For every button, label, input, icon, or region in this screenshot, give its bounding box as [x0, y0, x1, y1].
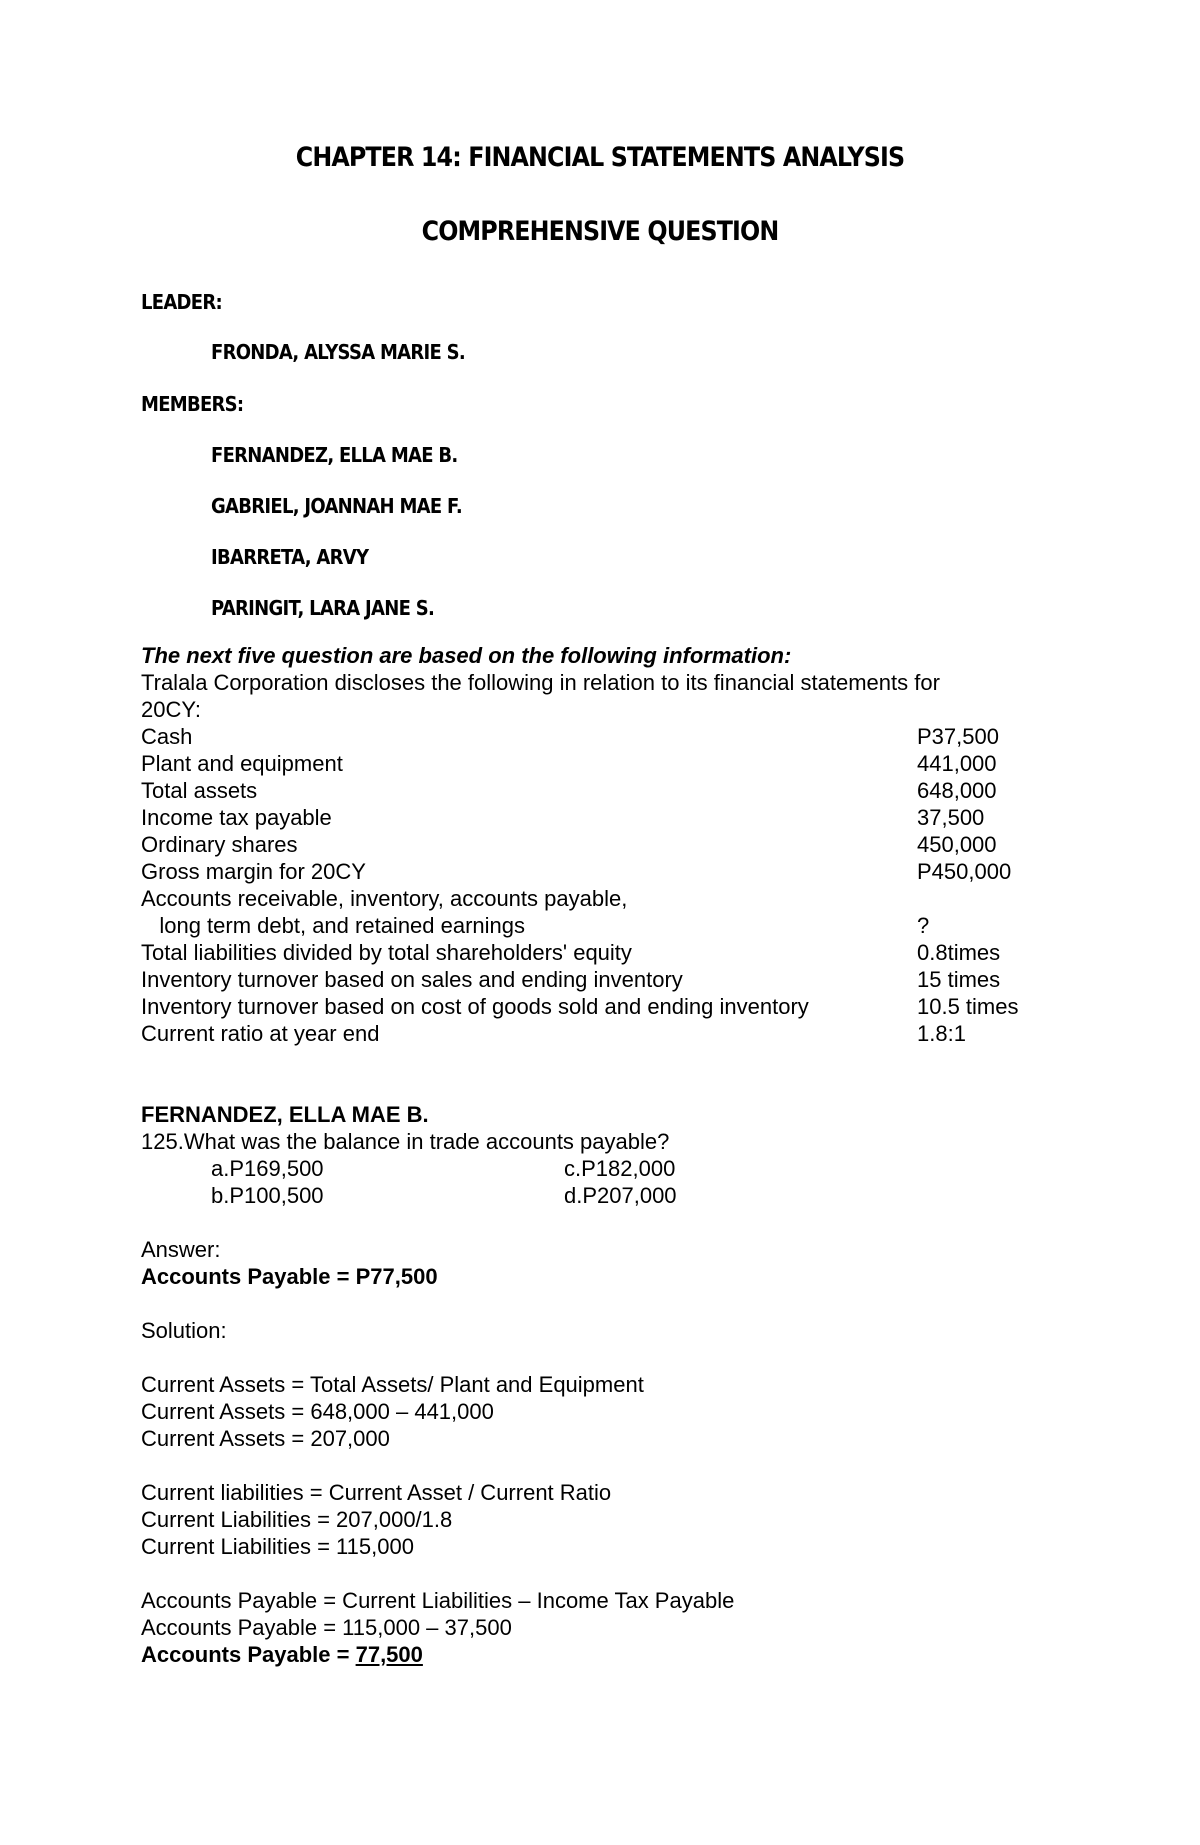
section-subtitle: COMPREHENSIVE QUESTION — [421, 216, 779, 247]
info-row-value: 450,000 — [917, 832, 997, 857]
info-row-value: ? — [917, 913, 930, 938]
question-text: 125.What was the balance in trade accounts payable? — [141, 1129, 670, 1154]
info-row-value: 648,000 — [917, 778, 997, 803]
info-row-label: Cash — [141, 724, 193, 749]
info-row-label: Total liabilities divided by total shareholders' equity — [141, 940, 632, 965]
final-answer-prefix: Accounts Payable = — [141, 1642, 356, 1667]
member-name: IBARRETA, ARVY — [211, 545, 369, 569]
member-name: GABRIEL, JOANNAH MAE F. — [211, 494, 463, 518]
info-row-label: Inventory turnover based on cost of goods sold and ending inventory — [141, 994, 809, 1019]
solution-line: Current Liabilities = 207,000/1.8 — [141, 1507, 453, 1532]
solution-line: Current liabilities = Current Asset / Current Ratio — [141, 1480, 612, 1505]
solution-line: Current Assets = 207,000 — [141, 1426, 390, 1451]
final-answer-value: 77,500 — [355, 1642, 423, 1667]
info-row-label: Total assets — [141, 778, 258, 803]
question-author: FERNANDEZ, ELLA MAE B. — [141, 1102, 429, 1127]
info-description: Tralala Corporation discloses the following in relation to its financial statements for — [141, 670, 940, 695]
final-answer — [141, 1641, 423, 1668]
choice-d: d.P207,000 — [564, 1183, 677, 1208]
info-row-value: 15 times — [917, 967, 1001, 992]
solution-line: Accounts Payable = Current Liabilities – Income Tax Payable — [141, 1588, 735, 1613]
info-row-value: 1.8:1 — [917, 1021, 966, 1046]
solution-line: Current Assets = 648,000 – 441,000 — [141, 1399, 494, 1424]
info-row-label: Ordinary shares — [141, 832, 298, 857]
info-row-value: 0.8times — [917, 940, 1001, 965]
answer-label: Answer: — [141, 1237, 221, 1262]
info-row-label: Gross margin for 20CY — [141, 859, 366, 884]
info-row-value: P37,500 — [917, 724, 999, 749]
info-intro: The next five question are based on the following information: — [141, 643, 792, 668]
chapter-title: CHAPTER 14: FINANCIAL STATEMENTS ANALYSIS — [295, 142, 905, 173]
choice-b: b.P100,500 — [211, 1183, 324, 1208]
info-row-value: 37,500 — [917, 805, 985, 830]
choice-a: a.P169,500 — [211, 1156, 324, 1181]
answer-value: Accounts Payable = P77,500 — [141, 1264, 438, 1289]
solution-label: Solution: — [141, 1318, 227, 1343]
members-label: MEMBERS: — [141, 392, 244, 416]
info-row-label: Income tax payable — [141, 805, 332, 830]
info-row-label: long term debt, and retained earnings — [141, 913, 526, 938]
solution-line: Accounts Payable = 115,000 – 37,500 — [141, 1615, 512, 1640]
info-row-label: Plant and equipment — [141, 751, 343, 776]
member-name: PARINGIT, LARA JANE S. — [211, 596, 435, 620]
choice-c: c.P182,000 — [564, 1156, 676, 1181]
leader-label: LEADER: — [141, 290, 222, 314]
info-row-label: Current ratio at year end — [141, 1021, 380, 1046]
leader-name: FRONDA, ALYSSA MARIE S. — [211, 340, 465, 364]
member-name: FERNANDEZ, ELLA MAE B. — [211, 443, 458, 467]
info-row-value: P450,000 — [917, 859, 1012, 884]
info-description: 20CY: — [141, 697, 201, 722]
solution-line: Current Liabilities = 115,000 — [141, 1534, 414, 1559]
info-row-value: 10.5 times — [917, 994, 1019, 1019]
info-row-label: Inventory turnover based on sales and ending inventory — [141, 967, 683, 992]
info-row-value: 441,000 — [917, 751, 997, 776]
solution-line: Current Assets = Total Assets/ Plant and Equipment — [141, 1372, 644, 1397]
info-row-label: Accounts receivable, inventory, accounts payable, — [141, 886, 628, 911]
